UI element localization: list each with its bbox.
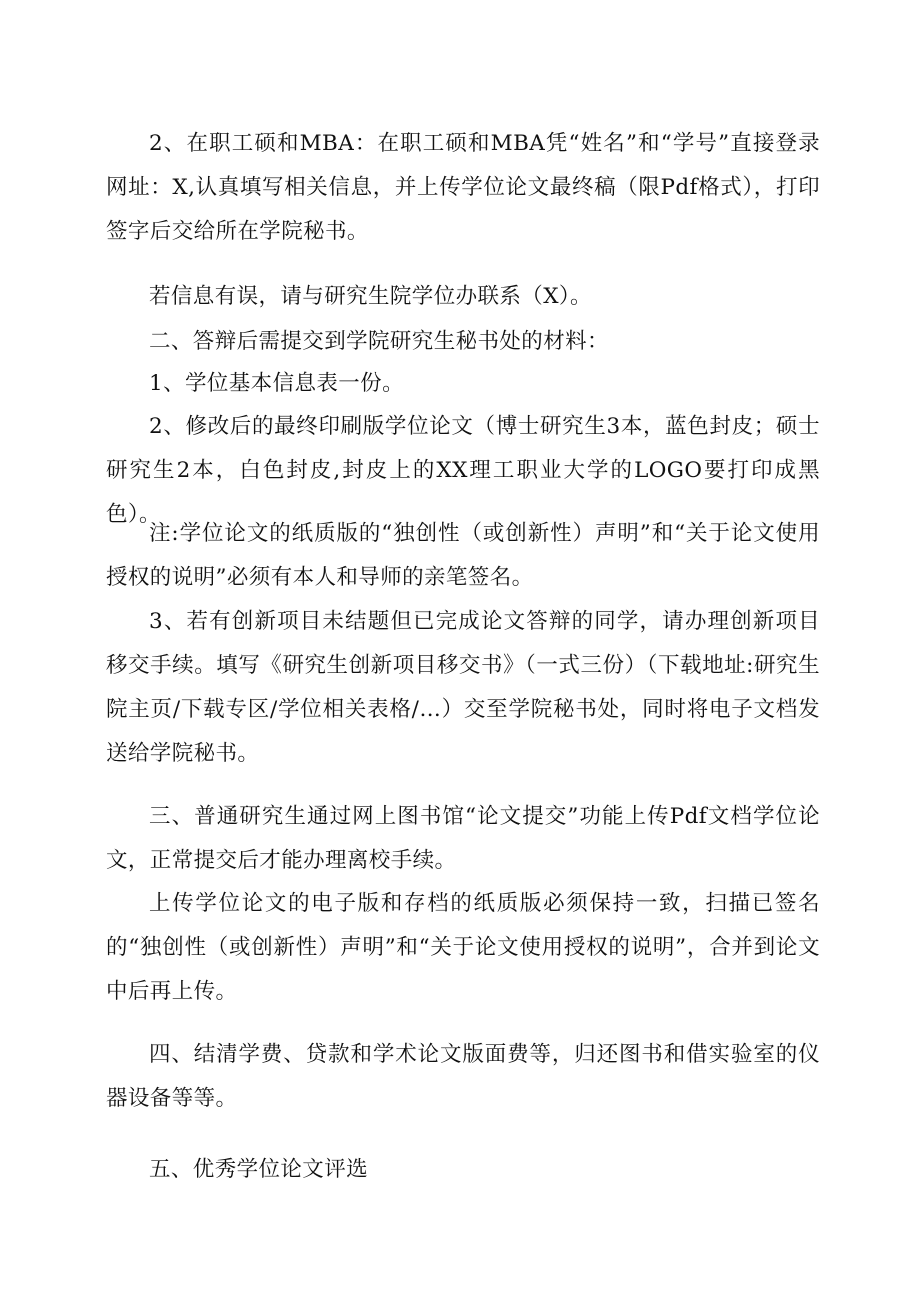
section-heading-two: 二、答辩后需提交到学院研究生秘书处的材料： (149, 329, 609, 354)
paragraph-innovation-project: 3、若有创新项目未结题但已完成论文答辩的同学，请办理创新项目移交手续。填写《研究生创新项目移交书》（一式三份）（下载地址:研究生院主页/下载专区/学位相关表格/…）交至学院秘书处，同时将电子文档发送给学院秘书。 (106, 609, 820, 766)
paragraph-printed-thesis: 2、修改后的最终印刷版学位论文（博士研究生3本，蓝色封皮；硕士研究生2本，白色封皮,封皮上的XX理工职业大学的LOGO要打印成黑色）。 (106, 414, 820, 527)
section-heading-three: 三、普通研究生通过网上图书馆“论文提交”功能上传Pdf文档学位论文，正常提交后才能办理离校手续。 (106, 804, 820, 873)
paragraph-upload-consistency: 上传学位论文的电子版和存档的纸质版必须保持一致，扫描已签名的“独创性（或创新性）声明”和“关于论文使用授权的说明”，合并到论文中后再上传。 (106, 891, 820, 1004)
paragraph-error-contact: 若信息有误，请与研究生院学位办联系（X）。 (149, 284, 592, 309)
section-heading-four: 四、结清学费、贷款和学术论文版面费等，归还图书和借实验室的仪器设备等等。 (106, 1042, 820, 1111)
section-heading-five: 五、优秀学位论文评选 (149, 1157, 369, 1182)
paragraph-info-form: 1、学位基本信息表一份。 (149, 371, 404, 396)
paragraph-mba-submission: 2、在职工硕和MBA：在职工硕和MBA凭“姓名”和“学号”直接登录网址：X,认真填写相关信息，并上传学位论文最终稿（限Pdf格式），打印签字后交给所在学院秘书。 (106, 131, 820, 244)
paragraph-signature-note: 注:学位论文的纸质版的“独创性（或创新性）声明”和“关于论文使用授权的说明”必须有本人和导师的亲笔签名。 (106, 521, 820, 590)
